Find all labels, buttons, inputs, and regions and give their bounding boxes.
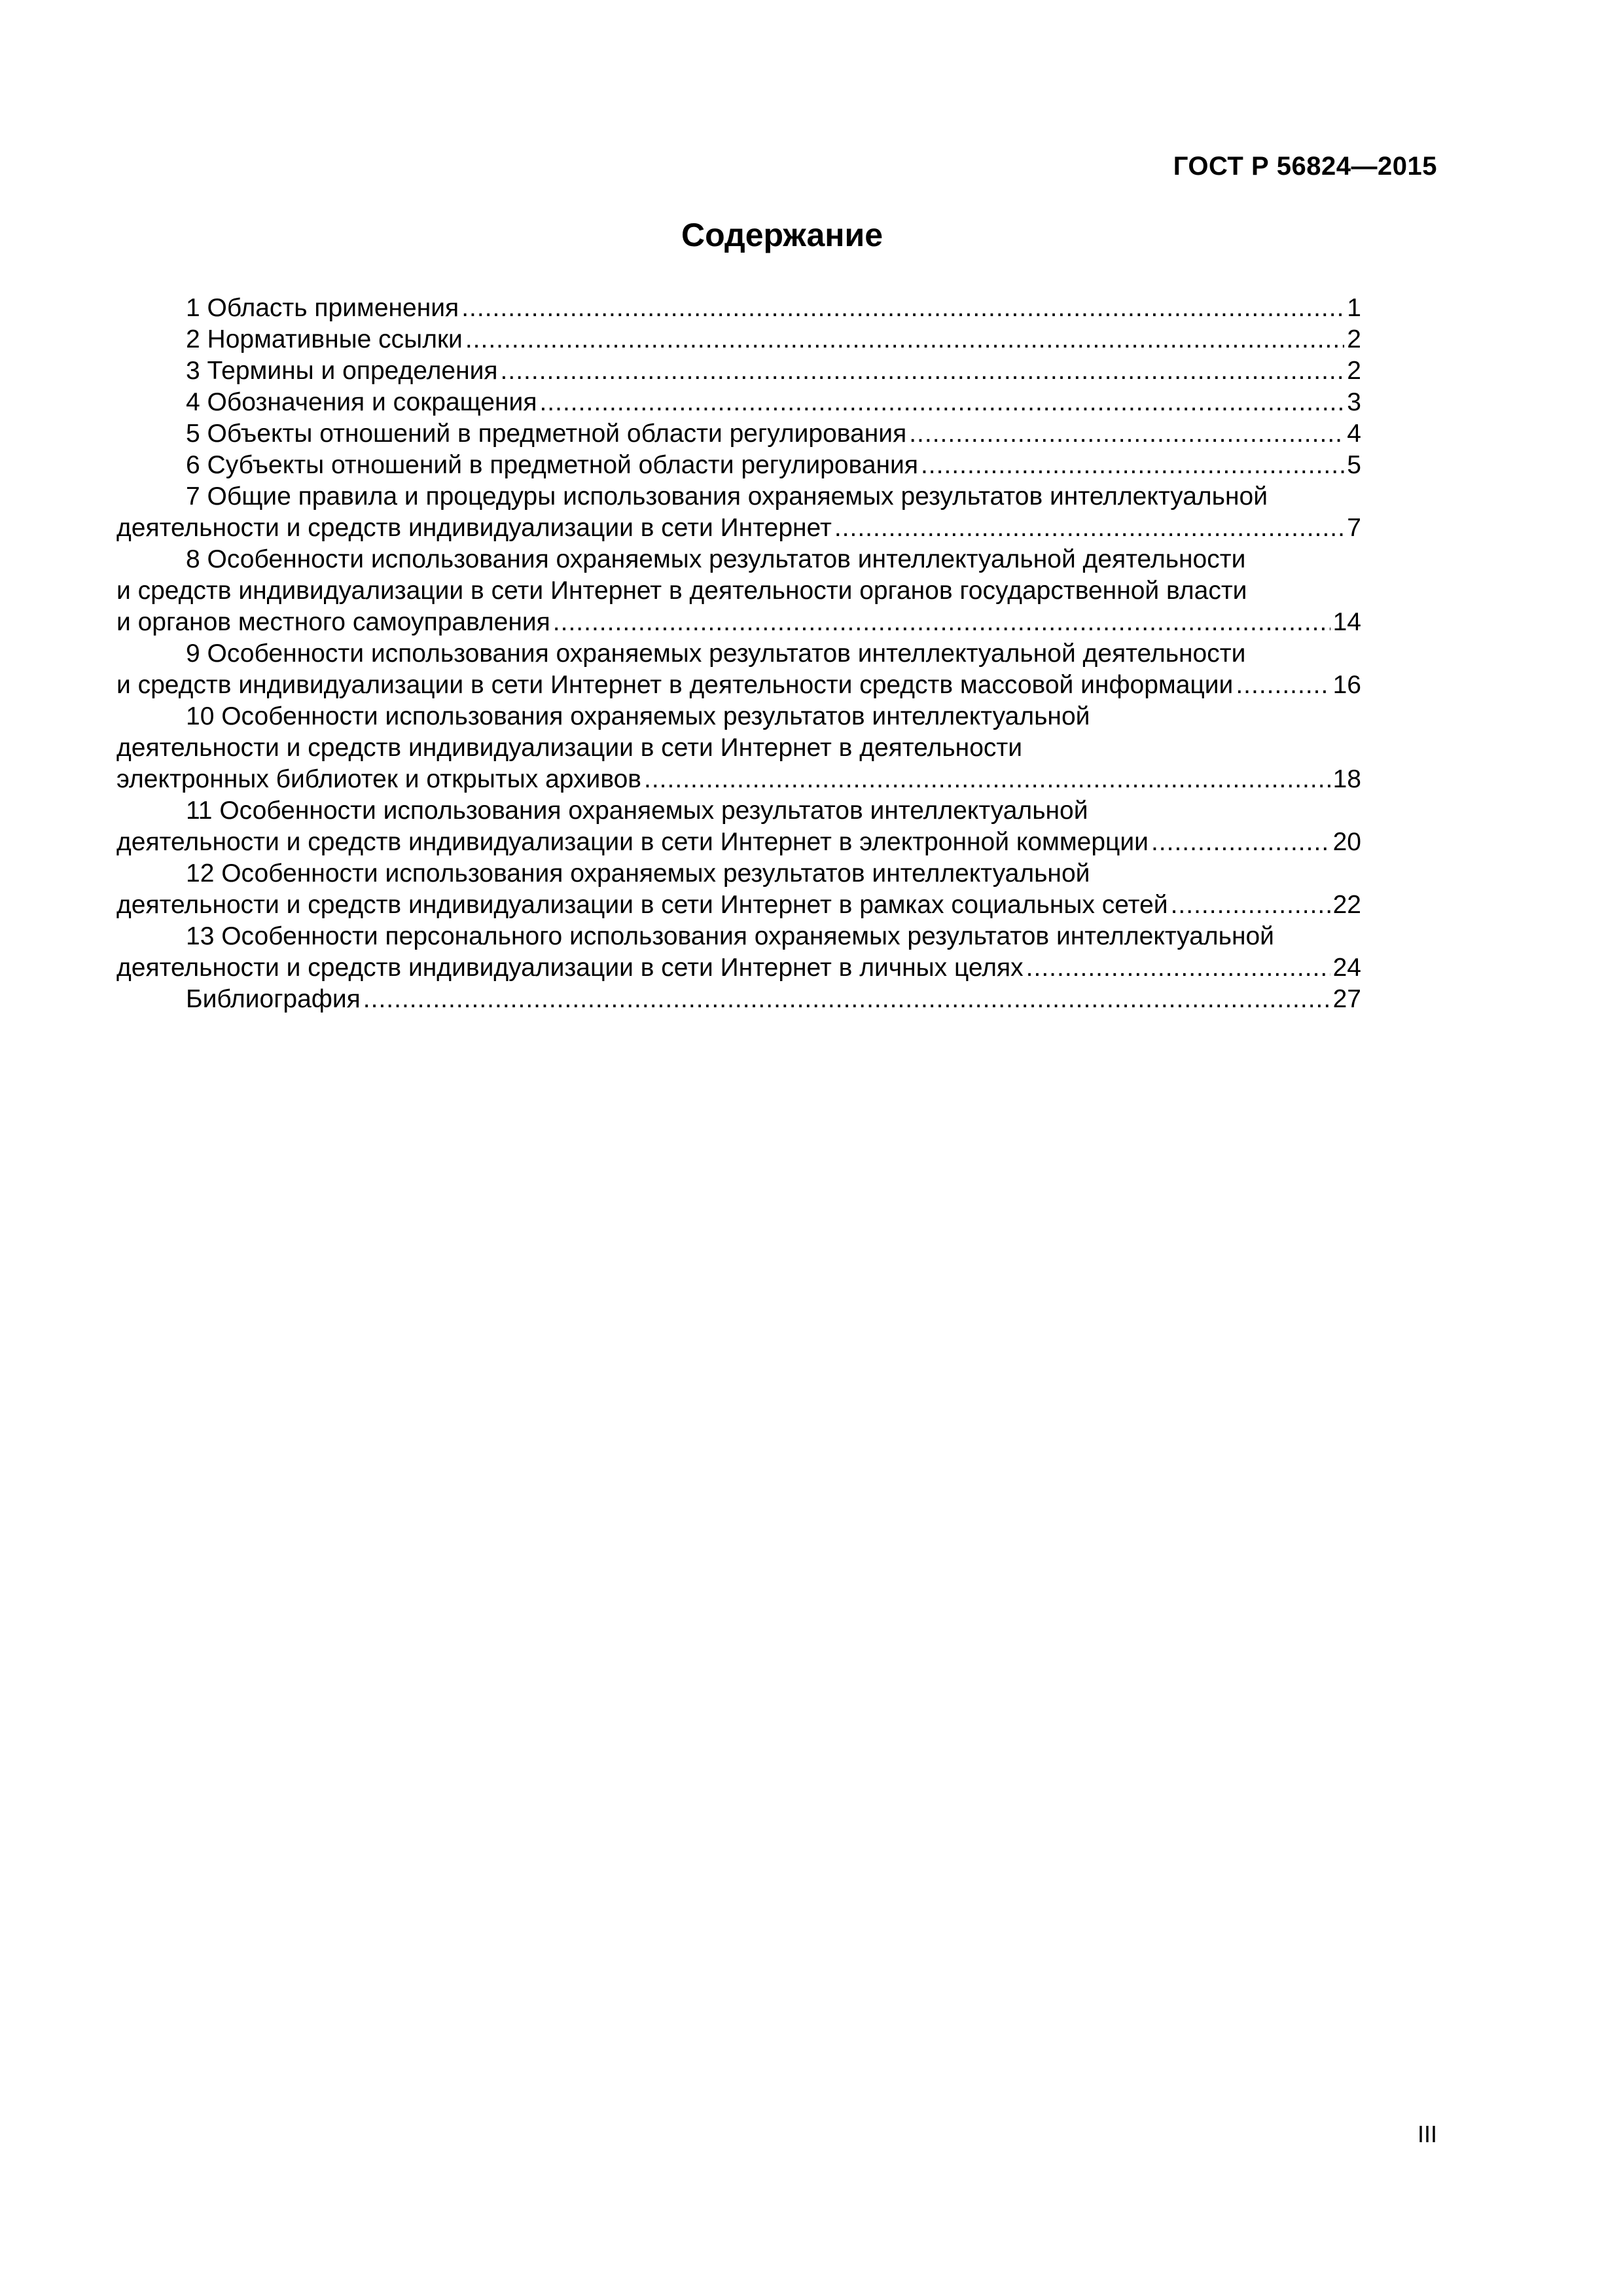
dot-leader bbox=[1151, 827, 1330, 858]
toc-entry-text: 8 Особенности использования охраняемых результатов интеллектуальной деятельности bbox=[186, 545, 1246, 573]
dot-leader bbox=[553, 607, 1330, 638]
toc-entry-text: 12 Особенности использования охраняемых результатов интеллектуальной bbox=[186, 859, 1090, 888]
toc-entry[interactable] bbox=[116, 921, 1361, 984]
toc-entry-text: 10 Особенности использования охраняемых результатов интеллектуальной bbox=[186, 702, 1090, 730]
toc-entry-page: 27 bbox=[1332, 985, 1361, 1013]
toc-entry-text: 3 Термины и определения bbox=[186, 357, 498, 385]
dot-leader bbox=[1026, 952, 1330, 984]
page-number: III bbox=[1417, 2121, 1437, 2147]
toc-entry-page: 2 bbox=[1347, 357, 1361, 385]
toc-entry-text: и органов местного самоуправления bbox=[116, 608, 550, 636]
dot-leader bbox=[1171, 889, 1330, 921]
toc-entry-text: и средств индивидуализации в сети Интернет в деятельности средств массовой информации bbox=[116, 671, 1234, 699]
toc-entry-page: 2 bbox=[1347, 325, 1361, 353]
toc-entry-text: Библиография bbox=[186, 985, 361, 1013]
toc-entry-page: 16 bbox=[1332, 671, 1361, 699]
toc-entry-text: 1 Область применения bbox=[186, 294, 459, 322]
toc-entry[interactable] bbox=[116, 544, 1361, 638]
toc-entry-page: 20 bbox=[1332, 828, 1361, 856]
toc-entry-text: деятельности и средств индивидуализации в сети Интернет в рамках социальных сетей bbox=[116, 891, 1168, 919]
toc-entry-text: 9 Особенности использования охраняемых результатов интеллектуальной деятельности bbox=[186, 639, 1246, 668]
dot-leader bbox=[501, 355, 1345, 387]
toc-entry-page: 14 bbox=[1332, 608, 1361, 636]
toc-entry-text: 5 Объекты отношений в предметной области регулирования bbox=[186, 420, 907, 448]
toc-entry-page: 5 bbox=[1347, 451, 1361, 479]
dot-leader bbox=[921, 450, 1344, 481]
toc-entry-page: 24 bbox=[1332, 954, 1361, 982]
toc-entry-text: деятельности и средств индивидуализации в сети Интернет в электронной коммерции bbox=[116, 828, 1149, 856]
toc-entry-text: деятельности и средств индивидуализации в сети Интернет в личных целях bbox=[116, 954, 1024, 982]
toc-entry-text: 2 Нормативные ссылки bbox=[186, 325, 463, 353]
toc-entry[interactable] bbox=[116, 481, 1361, 544]
dot-leader bbox=[461, 293, 1344, 324]
dot-leader bbox=[363, 984, 1330, 1015]
toc-entry[interactable] bbox=[116, 450, 1361, 481]
toc-entry[interactable] bbox=[116, 984, 1361, 1015]
toc-entry[interactable] bbox=[116, 355, 1361, 387]
dot-leader bbox=[1236, 670, 1330, 701]
toc-entry-text: деятельности и средств индивидуализации в сети Интернет в деятельности bbox=[116, 734, 1023, 762]
toc-entry[interactable] bbox=[116, 638, 1361, 701]
toc-entry-text: 4 Обозначения и сокращения bbox=[186, 388, 537, 416]
document-code: ГОСТ Р 56824—2015 bbox=[1173, 152, 1437, 181]
toc-entry-page: 22 bbox=[1332, 891, 1361, 919]
toc-entry-page: 4 bbox=[1347, 420, 1361, 448]
toc-entry[interactable] bbox=[116, 795, 1361, 858]
toc-entry[interactable] bbox=[116, 387, 1361, 418]
toc-entry-page: 3 bbox=[1347, 388, 1361, 416]
toc-entry[interactable] bbox=[116, 324, 1361, 355]
toc-entry[interactable] bbox=[116, 418, 1361, 450]
toc-entry-page: 7 bbox=[1347, 514, 1361, 542]
toc-entry-text: 13 Особенности персонального использования охраняемых результатов интеллектуальной bbox=[186, 922, 1274, 950]
toc-entry-text: 6 Субъекты отношений в предметной области регулирования bbox=[186, 451, 918, 479]
toc-entry-text: 11 Особенности использования охраняемых результатов интеллектуальной bbox=[186, 797, 1088, 825]
toc-entry-page: 18 bbox=[1332, 765, 1361, 793]
dot-leader bbox=[539, 387, 1344, 418]
dot-leader bbox=[644, 764, 1330, 795]
toc-entry-text: деятельности и средств индивидуализации в сети Интернет bbox=[116, 514, 832, 542]
toc-entry[interactable] bbox=[116, 701, 1361, 795]
toc-entry-text: электронных библиотек и открытых архивов bbox=[116, 765, 642, 793]
toc-entry-text: 7 Общие правила и процедуры использования охраняемых результатов интеллектуальной bbox=[186, 482, 1268, 511]
toc-entry-text: и средств индивидуализации в сети Интернет в деятельности органов государственной власти bbox=[116, 577, 1247, 605]
page-title: Содержание bbox=[681, 217, 883, 253]
dot-leader bbox=[834, 512, 1344, 544]
toc-entry-page: 1 bbox=[1347, 294, 1361, 322]
dot-leader bbox=[465, 324, 1344, 355]
table-of-contents bbox=[116, 293, 1361, 1015]
dot-leader bbox=[909, 418, 1344, 450]
toc-entry[interactable] bbox=[116, 293, 1361, 324]
toc-entry[interactable] bbox=[116, 858, 1361, 921]
